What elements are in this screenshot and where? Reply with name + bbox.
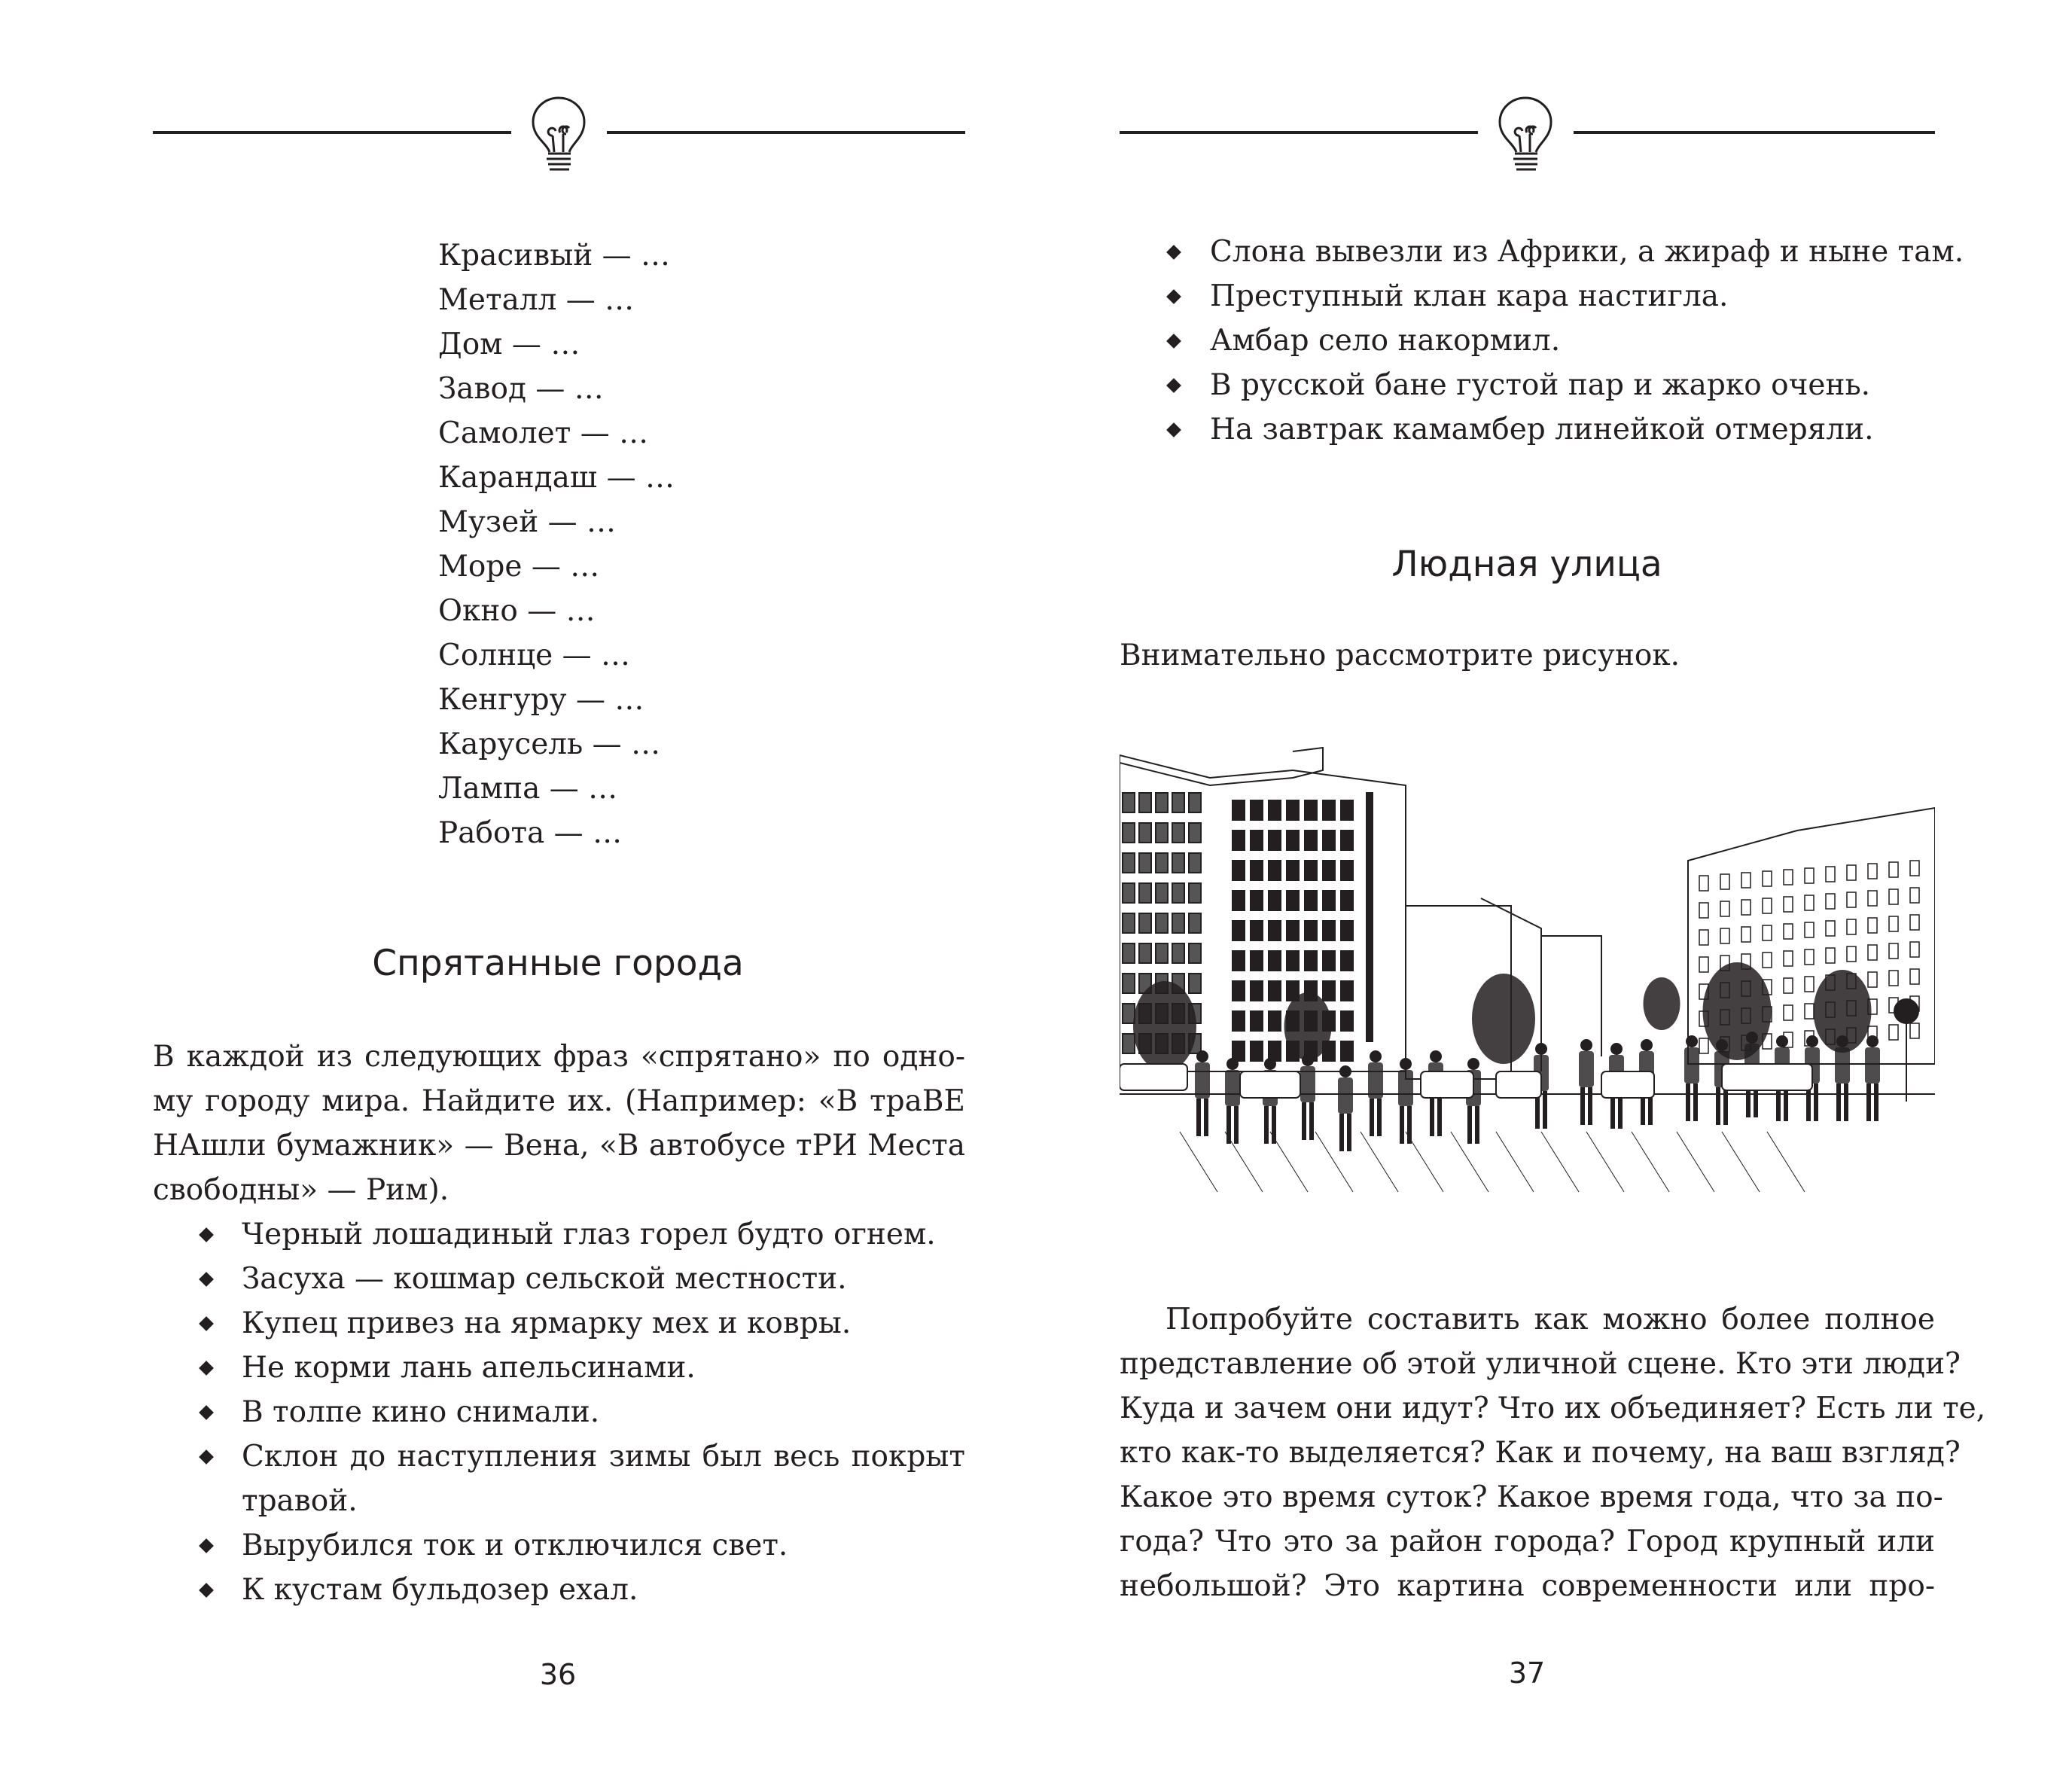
street-scene-illustration [1120, 740, 1935, 1202]
paragraph-line: небольшой? Это картина современности или про- [1120, 1569, 1935, 1603]
bullet-icon [199, 1227, 214, 1242]
paragraph-line: Куда и зачем они идут? Что их объединяет? Есть ли те, [1120, 1391, 1986, 1425]
instruction-text: Внимательно рассмотрите рисунок. [1120, 639, 1680, 672]
word-list-item: Окно — … [438, 594, 596, 628]
list-item: Амбар село накормил. [1210, 324, 1561, 358]
list-item: Вырубился ток и отключился свет. [242, 1529, 788, 1562]
paragraph-line: НАшли бумажник» — Вена, «В автобусе тРИ Места [153, 1129, 965, 1163]
list-item: На завтрак камамбер линейкой отмеряли. [1210, 413, 1874, 447]
word-list-item: Карандаш — … [438, 461, 675, 495]
list-item: Слона вывезли из Африки, а жираф и ныне там. [1210, 235, 1964, 269]
paragraph-line: В каждой из следующих фраз «спрятано» по одно- [153, 1040, 965, 1074]
word-list-item: Море — … [438, 550, 600, 584]
bullet-icon [1166, 334, 1181, 349]
bullet-icon [1166, 422, 1181, 437]
bullet-icon [199, 1272, 214, 1287]
list-item: В толпе кино снимали. [242, 1395, 600, 1429]
list-item: Купец привез на ярмарку мех и ковры. [242, 1306, 852, 1340]
word-list-item: Завод — … [438, 372, 604, 406]
paragraph-line: года? Что это за район города? Город крупный или [1120, 1525, 1935, 1559]
list-item: Не корми лань апельсинами. [242, 1351, 696, 1385]
section-heading-hidden-cities: Спрятанные города [372, 943, 744, 984]
header-rule-right-1 [1120, 131, 1478, 134]
page-number: 36 [539, 1658, 577, 1691]
paragraph-line: му городу мира. Найдите их. (Например: «В траВЕ [153, 1084, 965, 1118]
lightbulb-icon [1497, 96, 1554, 175]
paragraph-line: кто как-то выделяется? Как и почему, на ваш взгляд? [1120, 1436, 1961, 1470]
list-item: В русской бане густой пар и жарко очень. [1210, 368, 1871, 402]
list-item: Черный лошадиный глаз горел будто огнем. [242, 1218, 936, 1251]
header-rule-left [153, 131, 511, 134]
paragraph-line: Какое это время суток? Какое время года, что за по- [1120, 1480, 1943, 1514]
bullet-icon [1166, 378, 1181, 393]
word-list-item: Кенгуру — … [438, 683, 644, 717]
bullet-icon [1166, 245, 1181, 260]
bullet-icon [199, 1316, 214, 1331]
word-list-item: Дом — … [438, 328, 580, 361]
bullet-icon [199, 1538, 214, 1553]
list-item: Преступный клан кара настигла. [1210, 279, 1729, 313]
paragraph-line: представление об этой уличной сцене. Кто эти люди? [1120, 1347, 1961, 1381]
header-rule-middle [607, 131, 965, 134]
word-list-item: Музей — … [438, 505, 617, 539]
section-heading-busy-street: Людная улица [1391, 544, 1662, 585]
word-list-item: Карусель — … [438, 727, 661, 761]
word-list-item: Лампа — … [438, 772, 618, 806]
lightbulb-icon [530, 96, 587, 175]
bullet-icon [199, 1361, 214, 1376]
word-list-item: Красивый — … [438, 239, 671, 273]
paragraph-line: Попробуйте составить как можно более полное [1166, 1303, 1935, 1337]
word-list-item: Самолет — … [438, 416, 649, 450]
bullet-icon [199, 1405, 214, 1420]
list-item: К кустам бульдозер ехал. [242, 1573, 638, 1607]
word-list-item: Солнце — … [438, 639, 631, 672]
list-item: Засуха — кошмар сельской местности. [242, 1262, 847, 1296]
word-list-item: Работа — … [438, 816, 623, 850]
paragraph-line: свободны» — Рим). [153, 1173, 449, 1207]
header-rule-right-2 [1574, 131, 1935, 134]
page-number: 37 [1508, 1657, 1546, 1690]
word-list-item: Металл — … [438, 283, 635, 317]
bullet-icon [1166, 289, 1181, 304]
bullet-icon [199, 1583, 214, 1598]
list-item: травой. [242, 1484, 358, 1518]
bullet-icon [199, 1449, 214, 1465]
list-item: Склон до наступления зимы был весь покрыт [242, 1440, 965, 1474]
